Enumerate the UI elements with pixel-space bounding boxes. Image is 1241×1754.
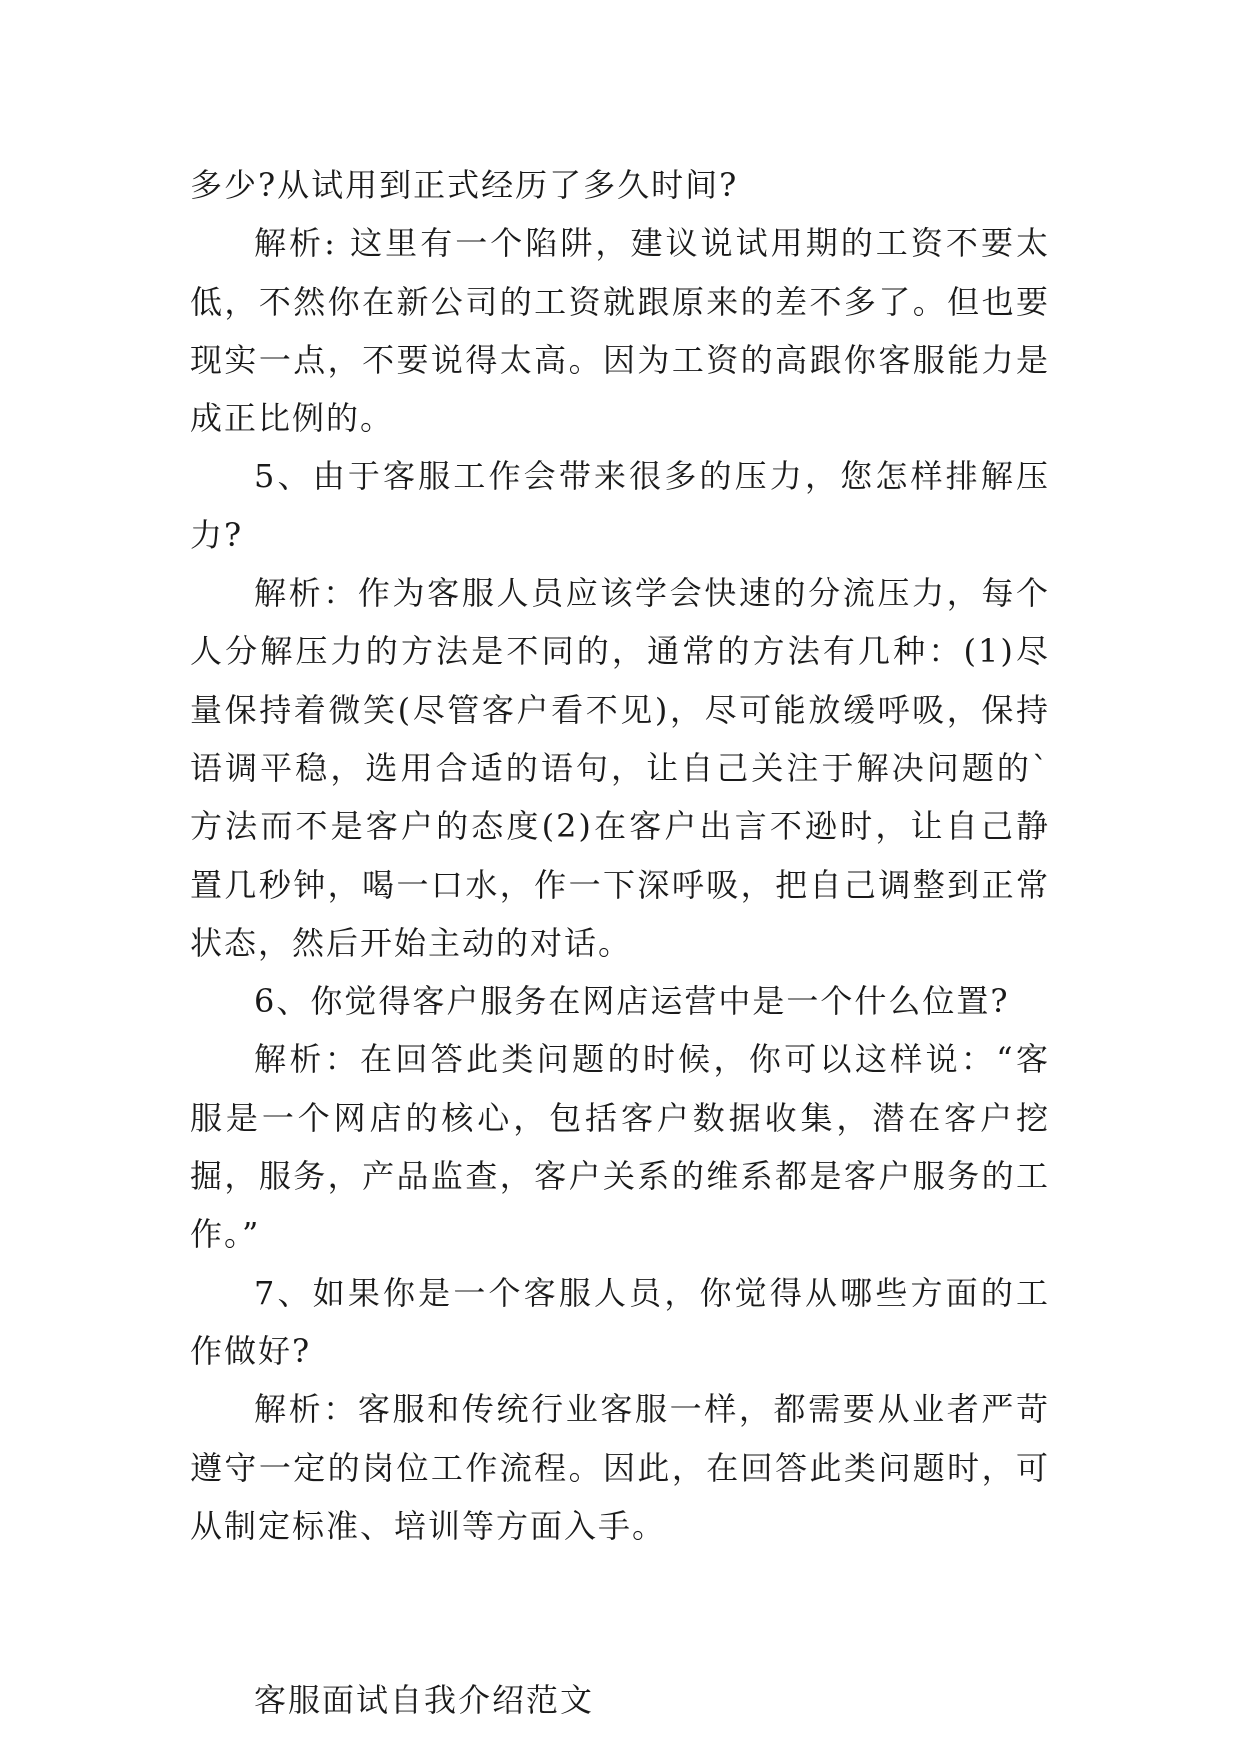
paragraph-analysis-7: 解析：客服和传统行业客服一样，都需要从业者严苛遵守一定的岗位工作流程。因此，在回答此类问题时，可从制定标准、培训等方面入手。 bbox=[190, 1390, 1050, 1545]
paragraph-analysis-6: 解析：在回答此类问题的时候，你可以这样说：“客服是一个网店的核心，包括客户数据收集，潜在客户挖掘，服务，产品监查，客户关系的维系都是客户服务的工作。” bbox=[190, 1040, 1050, 1254]
paragraph-analysis-5: 解析：作为客服人员应该学会快速的分流压力，每个人分解压力的方法是不同的，通常的方法有几种：(1)尽量保持着微笑(尽管客户看不见)，尽可能放缓呼吸，保持语调平稳，选用合适的语句，让自己关注于解决问题的`方法而不是客户的态度(2)在客户出言不逊时，让自己静置几秒钟，喝一口水，作一下深呼吸，把自己调整到正常状态，然后开始主动的对话。 bbox=[190, 574, 1050, 962]
section-spacer bbox=[190, 1555, 1050, 1671]
question-7: 7、如果你是一个客服人员，你觉得从哪些方面的工作做好? bbox=[190, 1273, 1050, 1370]
question-5: 5、由于客服工作会带来很多的压力，您怎样排解压力? bbox=[190, 457, 1050, 554]
document-body bbox=[190, 156, 1050, 1729]
section-title: 客服面试自我介绍范文 bbox=[254, 1681, 595, 1720]
paragraph-analysis-4: 解析: 这里有一个陷阱，建议说试用期的工资不要太低，不然你在新公司的工资就跟原来的差不多了。但也要现实一点，不要说得太高。因为工资的高跟你客服能力是成正比例的。 bbox=[190, 224, 1050, 438]
paragraph-continuation: 多少?从试用到正式经历了多久时间? bbox=[190, 166, 739, 204]
question-6: 6、你觉得客户服务在网店运营中是一个什么位置? bbox=[254, 982, 1010, 1021]
